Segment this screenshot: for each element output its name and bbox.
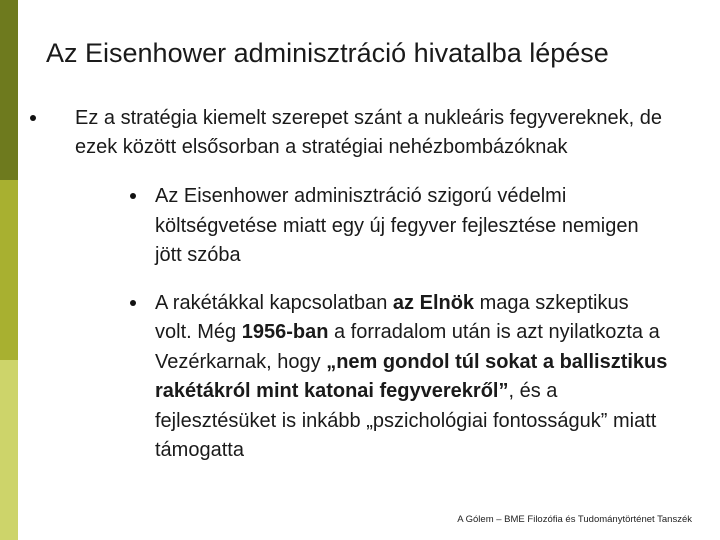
sub-bullet-text-part: a forradalom után is azt nyilatkozta a Vezérkarnak, hogy — [155, 321, 660, 373]
list-item — [75, 182, 670, 271]
bullet-list — [30, 104, 670, 484]
sub-bullet-text-part: A rakétákkal kapcsolatban — [155, 291, 393, 314]
slide-title: Az Eisenhower adminisztráció hivatalba lépése — [46, 38, 609, 68]
bold-quote: „nem gondol túl sokat a ballisztikus rakétákról mint katonai fegyverekről” — [155, 350, 668, 402]
sub-bullet-text-part: maga szkeptikus volt. Még — [155, 291, 629, 343]
sub-bullet-list — [75, 182, 670, 466]
sub-bullet-text-part: , és a fejlesztésüket is inkább „pszichológiai fontosságuk” miatt támogatta — [155, 380, 657, 461]
footer-text: A Gólem – BME Filozófia és Tudománytörténet Tanszék — [457, 514, 692, 525]
bold-text: 1956-ban — [241, 321, 329, 343]
bullet-icon — [130, 300, 136, 306]
bullet-icon — [130, 193, 136, 199]
list-item — [75, 289, 670, 466]
bullet-text: Ez a stratégia kiemelt szerepet szánt a nukleáris fegyvereknek, de ezek között elsősorban a stratégiai nehézbombázóknak — [75, 107, 662, 158]
side-bar-bottom — [0, 360, 18, 540]
side-bar-top — [0, 0, 18, 180]
bullet-icon — [30, 115, 36, 121]
list-item — [30, 104, 670, 466]
sub-bullet-text: Az Eisenhower adminisztráció szigorú védelmi költségvetése miatt egy új fegyver fejlesztése nemigen jött szóba — [155, 185, 639, 266]
bold-text: az Elnök — [392, 291, 475, 314]
side-bar-middle — [0, 180, 18, 360]
